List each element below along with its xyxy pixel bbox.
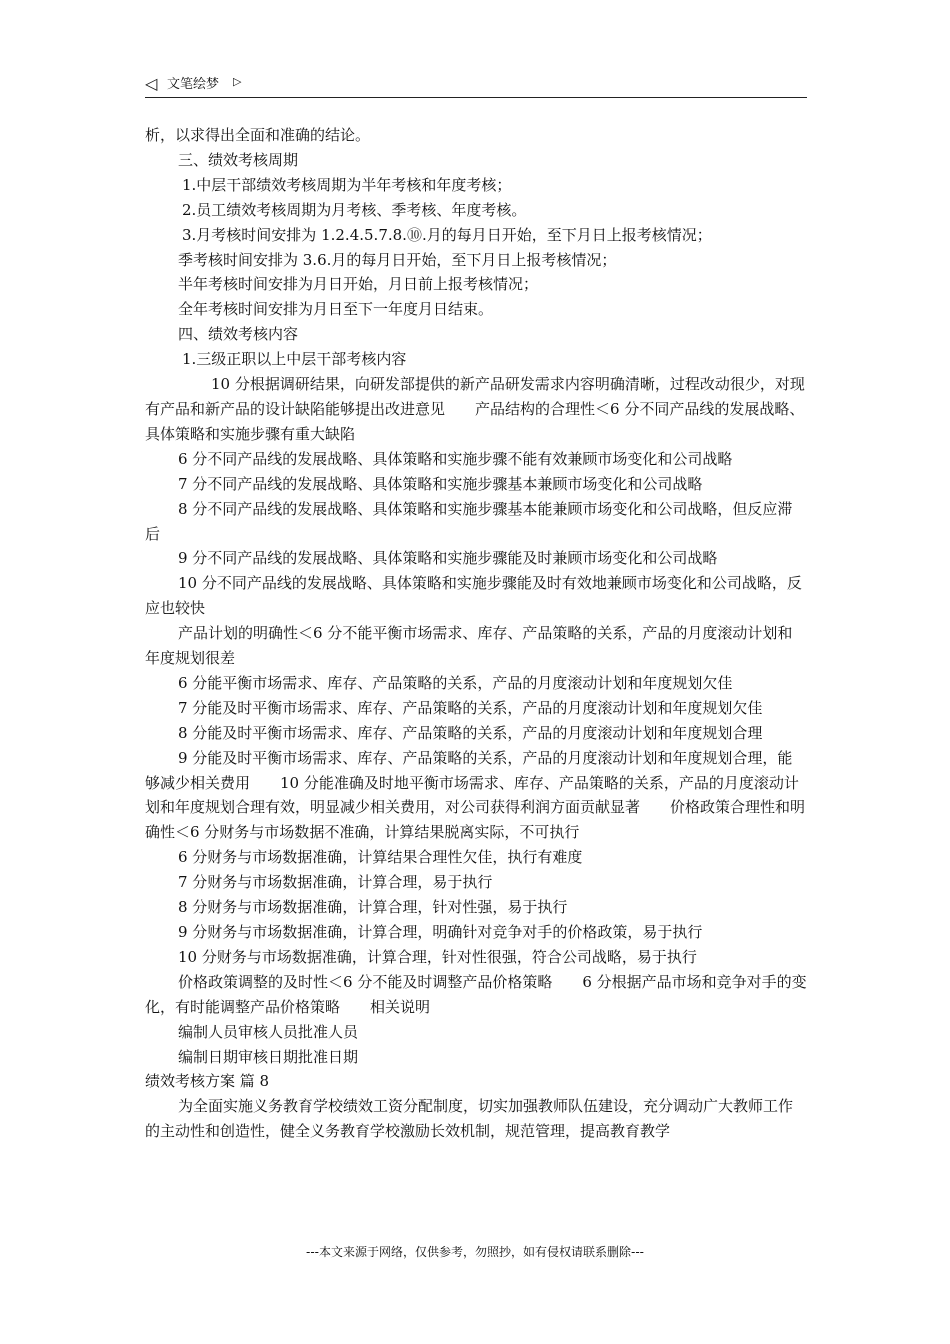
paragraph: 价格政策调整的及时性＜6 分不能及时调整产品价格策略 6 分根据产品市场和竞争对手的变化，有时能调整产品价格策略 相关说明 [145, 972, 807, 1016]
header-title: 文笔绘梦 [167, 77, 220, 92]
document-body [145, 123, 807, 1144]
header-divider [145, 97, 807, 98]
paragraph: 8 分能及时平衡市场需求、库存、产品策略的关系，产品的月度滚动计划和年度规划合理 [178, 723, 763, 742]
right-triangle-icon: ▷ [233, 75, 242, 88]
paragraph: 编制日期审核日期批准日期 [178, 1047, 359, 1066]
footer-disclaimer: ---本文来源于网络，仅供参考，勿照抄，如有侵权请联系删除--- [306, 1245, 644, 1259]
paragraph: 绩效考核方案 篇 8 [145, 1072, 270, 1091]
paragraph: 7 分财务与市场数据准确，计算合理，易于执行 [178, 873, 493, 892]
paragraph: 7 分能及时平衡市场需求、库存、产品策略的关系，产品的月度滚动计划和年度规划欠佳 [178, 698, 763, 717]
paragraph: 2.员工绩效考核周期为月考核、季考核、年度考核。 [182, 200, 527, 219]
paragraph: 10 分不同产品线的发展战略、具体策略和实施步骤能及时有效地兼顾市场变化和公司战略，反应也较快 [145, 574, 802, 618]
paragraph: 8 分不同产品线的发展战略、具体策略和实施步骤基本能兼顾市场变化和公司战略，但反应滞后 [145, 499, 793, 543]
paragraph: 7 分不同产品线的发展战略、具体策略和实施步骤基本兼顾市场变化和公司战略 [178, 474, 703, 493]
paragraph: 6 分财务与市场数据准确，计算结果合理性欠佳，执行有难度 [178, 848, 583, 867]
paragraph: 10 分财务与市场数据准确，计算合理，针对性很强，符合公司战略，易于执行 [178, 947, 697, 966]
paragraph: 6 分不同产品线的发展战略、具体策略和实施步骤不能有效兼顾市场变化和公司战略 [178, 449, 733, 468]
paragraph: 全年考核时间安排为月日至下一年度月日结束。 [178, 300, 494, 319]
paragraph: 四、绩效考核内容 [178, 325, 299, 344]
paragraph: 1.三级正职以上中层干部考核内容 [182, 350, 407, 369]
paragraph: 6 分能平衡市场需求、库存、产品策略的关系，产品的月度滚动计划和年度规划欠佳 [178, 673, 733, 692]
paragraph: 析，以求得出全面和准确的结论。 [145, 126, 371, 144]
paragraph: 9 分不同产品线的发展战略、具体策略和实施步骤能及时兼顾市场变化和公司战略 [178, 549, 718, 568]
paragraph: 10 分根据调研结果，向研发部提供的新产品研发需求内容明确清晰，过程改动很少，对现有产品和新产品的设计缺陷能够提出改进意见 产品结构的合理性＜6 分不同产品线的发展战略、具体策略和实施步骤有重大缺陷 [145, 375, 805, 443]
left-triangle-icon: ◁ [145, 74, 158, 93]
paragraph: 3.月考核时间安排为 1.2.4.5.7.8.⑩.月的每月日开始，至下月日上报考核情况； [182, 225, 712, 244]
paragraph: 9 分能及时平衡市场需求、库存、产品策略的关系，产品的月度滚动计划和年度规划合理，能够减少相关费用 10 分能准确及时地平衡市场需求、库存、产品策略的关系，产品的月度滚动计划和年度规划合理有效，明显减少相关费用，对公司获得利润方面贡献显著 价格政策合理性和明确性＜6 分财务与市场数据不准确，计算结果脱离实际，不可执行 [145, 748, 806, 842]
paragraph: 为全面实施义务教育学校绩效工资分配制度，切实加强教师队伍建设，充分调动广大教师工作的主动性和创造性，健全义务教育学校激励长效机制，规范管理，提高教育教学 [145, 1097, 794, 1141]
paragraph: 1.中层干部绩效考核周期为半年考核和年度考核； [182, 175, 512, 194]
paragraph: 编制人员审核人员批准人员 [178, 1022, 359, 1041]
paragraph: 9 分财务与市场数据准确，计算合理，明确针对竞争对手的价格政策，易于执行 [178, 923, 703, 941]
page-header [145, 74, 807, 98]
paragraph: 产品计划的明确性＜6 分不能平衡市场需求、库存、产品策略的关系，产品的月度滚动计划和年度规划很差 [145, 624, 793, 668]
paragraph: 季考核时间安排为 3.6.月的每月日开始，至下月日上报考核情况； [178, 250, 617, 269]
paragraph: 三、绩效考核周期 [178, 150, 299, 169]
paragraph: 8 分财务与市场数据准确，计算合理，针对性强，易于执行 [178, 898, 568, 917]
paragraph: 半年考核时间安排为月日开始，月日前上报考核情况； [178, 275, 539, 294]
